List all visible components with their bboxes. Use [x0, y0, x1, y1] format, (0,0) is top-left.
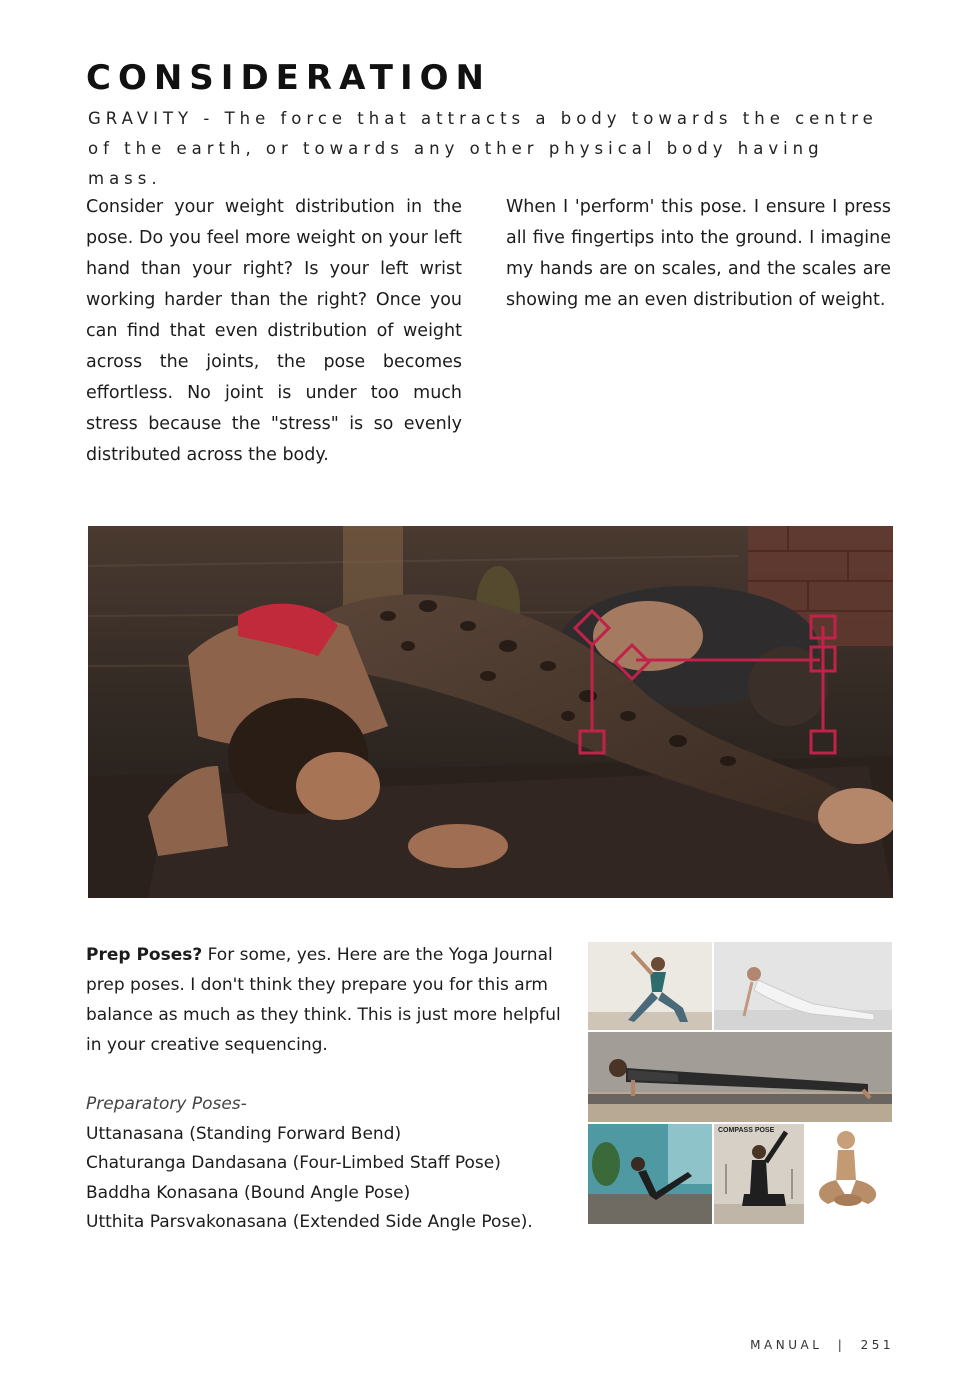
page-title: CONSIDERATION [86, 58, 491, 98]
page-number: 251 [860, 1338, 894, 1352]
prep-poses-paragraph [86, 940, 561, 1060]
list-item: Utthita Parsvakonasana (Extended Side Angle Pose). [86, 1212, 533, 1232]
right-paragraph: When I 'perform' this pose. I ensure I press all five fingertips into the ground. I imagine my hands are on scales, and the scales are showing me an even distribution of weight. [506, 197, 891, 310]
page-subtitle: GRAVITY - The force that attracts a body towards the centre of the earth, or towards any other physical body having mass. [88, 109, 878, 188]
collage-photo-compass [714, 1124, 804, 1224]
page-footer [750, 1338, 894, 1352]
main-pose-photo [88, 526, 893, 898]
list-item: Baddha Konasana (Bound Angle Pose) [86, 1182, 411, 1203]
list-item: Uttanasana (Standing Forward Bend) [86, 1123, 402, 1144]
preparatory-poses-list [86, 1090, 566, 1238]
left-paragraph: Consider your weight distribution in the pose. Do you feel more weight on your left hand than your right? Is your left wrist working harder than the right? Once you can find that even distribution of weight across the joints, the pose becomes effortless. No joint is under too much stress because the "stress" is so evenly distributed across the body. [86, 197, 462, 465]
compass-pose-label: COMPASS POSE [718, 1127, 775, 1134]
prep-poses-text: For some, yes. Here are the Yoga Journal prep poses. I don't think they prepare you for this arm balance as much as they think. This is just more helpful in your creative sequencing. [86, 945, 561, 1055]
prep-poses-collage [588, 942, 892, 1224]
collage-photo-chaturanga [588, 1032, 892, 1122]
prep-poses-heading: Prep Poses? [86, 945, 203, 965]
footer-separator: | [837, 1338, 846, 1352]
preparatory-poses-title: Preparatory Poses- [86, 1094, 247, 1114]
footer-section: MANUAL [750, 1338, 823, 1352]
collage-photo-boat [588, 1124, 712, 1224]
collage-photo-bound-angle [806, 1124, 892, 1224]
collage-photo-stretch [714, 942, 892, 1030]
collage-photo-lunge [588, 942, 712, 1030]
list-item: Chaturanga Dandasana (Four-Limbed Staff Pose) [86, 1153, 501, 1173]
